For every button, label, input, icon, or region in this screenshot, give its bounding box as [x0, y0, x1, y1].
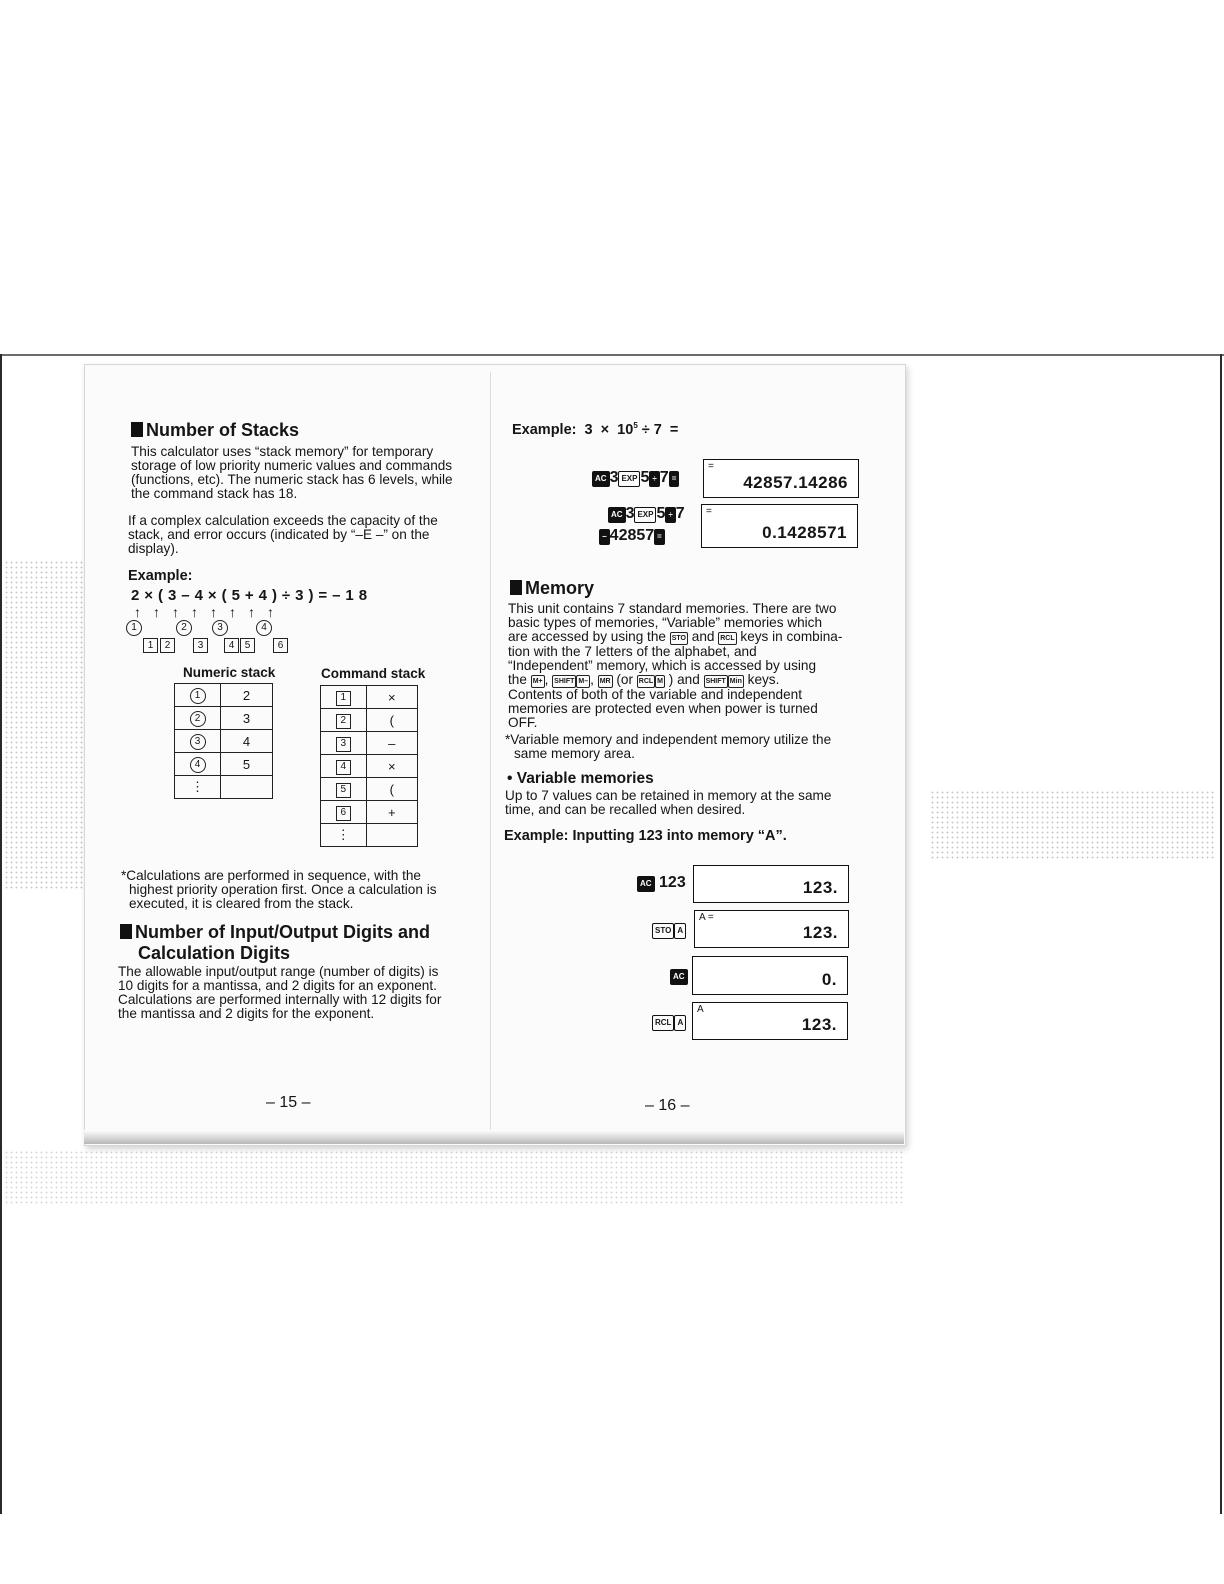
command-mark-row — [143, 638, 293, 652]
equals-key: = — [669, 471, 680, 487]
command-mark: 2 — [160, 638, 175, 653]
numeric-stack-table — [174, 683, 273, 799]
display-step4 — [692, 1002, 848, 1040]
stack-level-cell — [321, 755, 367, 778]
display-1 — [703, 459, 859, 498]
display-indicator: = — [706, 506, 712, 517]
display-step2 — [694, 910, 849, 948]
variable-memories-title: • Variable memories — [507, 770, 654, 787]
display-2 — [701, 504, 858, 548]
exp-key: EXP — [634, 507, 656, 523]
arrow-mark: ↑ — [191, 604, 198, 620]
numeric-stack-row — [175, 753, 273, 776]
stacks-note: *Calculations are performed in sequence, with the highest priority operation first. Once a calculation is executed, it is cleared from the stack. — [121, 868, 437, 911]
stack-level-cell — [175, 684, 221, 707]
shift-key: SHIFT — [552, 675, 576, 688]
stack-value-cell: – — [366, 732, 417, 755]
numeric-stack-row — [175, 707, 273, 730]
m-plus-key: M+ — [531, 675, 545, 688]
example1-key-sequence-3: − 42857 = — [599, 527, 665, 545]
stack-level-mark: 1 — [190, 688, 206, 704]
stack-value-cell: 4 — [221, 730, 273, 753]
memory-note: *Variable memory and independent memory utilize the same memory area. — [505, 732, 832, 761]
stack-level-cell — [175, 707, 221, 730]
stack-level-cell — [321, 824, 367, 847]
stack-value-cell: × — [366, 686, 417, 709]
m-key: M — [655, 675, 665, 688]
ac-key: AC — [670, 969, 688, 985]
arrow-mark: ↑ — [248, 604, 255, 620]
m-minus-key: M– — [576, 675, 590, 688]
scan-speckle-left — [4, 560, 84, 890]
stacks-paragraph-2: If a complex calculation exceeds the capacity of the stack, and error occurs (indicated by “–E –” on the display). — [128, 513, 438, 556]
stack-level-mark: 4 — [190, 757, 206, 773]
stacks-paragraph-1: This calculator uses “stack memory” for temporary storage of low priority numeric values and commands (functions, etc). The numeric stack has 6 levels, while the command stack has 18. — [131, 444, 453, 501]
rcl-key: RCL — [652, 1015, 674, 1031]
numeric-stack-row — [175, 730, 273, 753]
stack-level-mark: 4 — [336, 760, 351, 775]
arrow-mark: ↑ — [134, 604, 141, 620]
numeric-stack-title: Numeric stack — [183, 665, 276, 680]
stack-level-cell — [321, 709, 367, 732]
numeric-mark-row — [126, 620, 296, 634]
arrow-mark: ↑ — [172, 604, 179, 620]
example1-label: Example: $3 \times 10^5 \div 7$ = — [512, 421, 679, 438]
a-key: A — [674, 923, 686, 939]
a-key: A — [674, 1015, 686, 1031]
step1-keys: AC 123 — [637, 874, 686, 892]
command-mark: 5 — [240, 638, 255, 653]
ac-key: AC — [637, 876, 655, 892]
display-value: 123. — [801, 1015, 837, 1034]
display-value: 0. — [821, 970, 837, 989]
arrow-mark: ↑ — [229, 604, 236, 620]
display-indicator: A = — [699, 912, 714, 923]
stack-level-mark: 5 — [336, 783, 351, 798]
stack-level-mark: 3 — [336, 737, 351, 752]
variable-memories-paragraph: Up to 7 values can be retained in memory at the same time, and can be recalled when desired. — [505, 788, 832, 817]
minus-key: − — [599, 529, 610, 545]
command-mark: 3 — [193, 638, 208, 653]
display-value: 123. — [802, 923, 838, 942]
stack-level-mark: 2 — [190, 711, 206, 727]
stack-value-cell: 3 — [221, 707, 273, 730]
scan-speckle-right — [930, 790, 1215, 860]
variable-example-label: Example: Inputting 123 into memory “A”. — [504, 828, 787, 844]
command-mark: 4 — [224, 638, 239, 653]
arrow-mark: ↑ — [210, 604, 217, 620]
memory-paragraph: This unit contains 7 standard memories. There are two basic types of memories, “Variable” memories which are accessed by using the STO and RCL keys in combina- tion with the 7 letters of the alphabet, and “Independent” memory, which is accessed by using the M+ , SHIFT M– , MR (or RCL M ) and SHIFT Min keys. Contents of both of the variable and independent memories are protected even when power is turned OFF. — [508, 601, 843, 730]
display-step3 — [692, 956, 848, 995]
stack-value-cell: 2 — [221, 684, 273, 707]
scan-left-edge — [0, 354, 2, 1514]
booklet-bottom-edge — [84, 1130, 904, 1144]
page-number-15: – 15 – — [266, 1094, 311, 1111]
numeric-stack-row — [175, 684, 273, 707]
stack-level-cell — [321, 686, 367, 709]
stack-level-cell — [175, 776, 221, 799]
shift-key: SHIFT — [704, 675, 728, 688]
command-stack-title: Command stack — [321, 666, 426, 681]
display-value: 0.1428571 — [762, 523, 847, 542]
page-number-16: – 16 – — [645, 1097, 690, 1114]
command-stack-row — [321, 686, 418, 709]
rcl-key: RCL — [637, 675, 655, 688]
scan-top-edge — [0, 354, 1224, 356]
numeric-stack-row — [175, 776, 273, 799]
step4-keys — [652, 1013, 686, 1031]
stack-value-cell: ( — [366, 709, 417, 732]
stack-value-cell: × — [366, 755, 417, 778]
stack-level-cell — [175, 730, 221, 753]
stack-level-mark: 2 — [336, 714, 351, 729]
command-stack-row — [321, 778, 418, 801]
command-stack-row — [321, 709, 418, 732]
sto-key: STO — [652, 923, 674, 939]
memory-heading: Memory — [510, 578, 594, 599]
exp-key: EXP — [618, 471, 640, 487]
mr-key: MR — [598, 675, 613, 688]
numeric-mark: 3 — [212, 620, 228, 636]
ac-key: AC — [592, 471, 610, 487]
numeric-mark: 4 — [256, 620, 272, 636]
io-digits-heading: Number of Input/Output Digits and Calculation Digits — [120, 922, 430, 964]
scan-speckle-bottom — [4, 1150, 904, 1205]
command-stack-row — [321, 732, 418, 755]
stack-value-cell: 5 — [221, 753, 273, 776]
stack-level-mark: 3 — [190, 734, 206, 750]
step3-keys — [670, 967, 688, 985]
divide-key: ÷ — [649, 471, 659, 487]
stacks-heading: Number of Stacks — [131, 420, 299, 441]
display-indicator: = — [708, 461, 714, 472]
stack-level-cell — [321, 778, 367, 801]
stack-value-cell — [221, 776, 273, 799]
arrow-mark: ↑ — [153, 604, 160, 620]
stack-level-mark: ⋮ — [336, 827, 350, 842]
display-value: 42857.14286 — [743, 473, 848, 492]
divide-key: ÷ — [665, 507, 675, 523]
display-indicator: A — [697, 1004, 704, 1015]
example1-key-sequence-2: AC 3 EXP 5 ÷ 7 — [608, 505, 685, 523]
stack-level-cell — [175, 753, 221, 776]
min-key: Min — [728, 675, 744, 688]
io-digits-paragraph: The allowable input/output range (number of digits) is 10 digits for a mantissa, and 2 digits for an exponent. Calculations are performed internally with 12 digits for the mantissa and 2 digits for the exponent. — [118, 964, 442, 1021]
stack-level-mark: 1 — [336, 691, 351, 706]
stacks-example-expression: 2 × ( 3 – 4 × ( 5 + 4 ) ÷ 3 ) = – 1 8 — [131, 587, 368, 604]
rcl-key: RCL — [718, 632, 736, 645]
command-mark: 1 — [143, 638, 158, 653]
stack-level-cell — [321, 801, 367, 824]
example1-key-sequence-1: AC 3 EXP 5 ÷ 7 = — [592, 469, 679, 487]
page-gutter — [490, 372, 491, 1132]
ac-key: AC — [608, 507, 626, 523]
command-stack-row — [321, 755, 418, 778]
command-stack-row — [321, 801, 418, 824]
scan-right-edge — [1220, 354, 1222, 1514]
numeric-mark: 1 — [126, 620, 142, 636]
stack-level-mark: ⋮ — [191, 779, 205, 794]
command-stack-table — [320, 685, 418, 847]
command-mark: 6 — [273, 638, 288, 653]
stack-value-cell: ( — [366, 778, 417, 801]
display-step1 — [693, 865, 849, 903]
stacks-example-label: Example: — [128, 568, 193, 584]
step2-keys — [652, 921, 686, 939]
sto-key: STO — [670, 632, 688, 645]
stack-level-cell — [321, 732, 367, 755]
arrow-mark: ↑ — [267, 604, 274, 620]
stack-level-mark: 6 — [336, 806, 351, 821]
command-stack-row — [321, 824, 418, 847]
stack-value-cell: + — [366, 801, 417, 824]
numeric-mark: 2 — [176, 620, 192, 636]
equals-key: = — [654, 529, 665, 545]
stack-value-cell — [366, 824, 417, 847]
display-value: 123. — [802, 878, 838, 897]
